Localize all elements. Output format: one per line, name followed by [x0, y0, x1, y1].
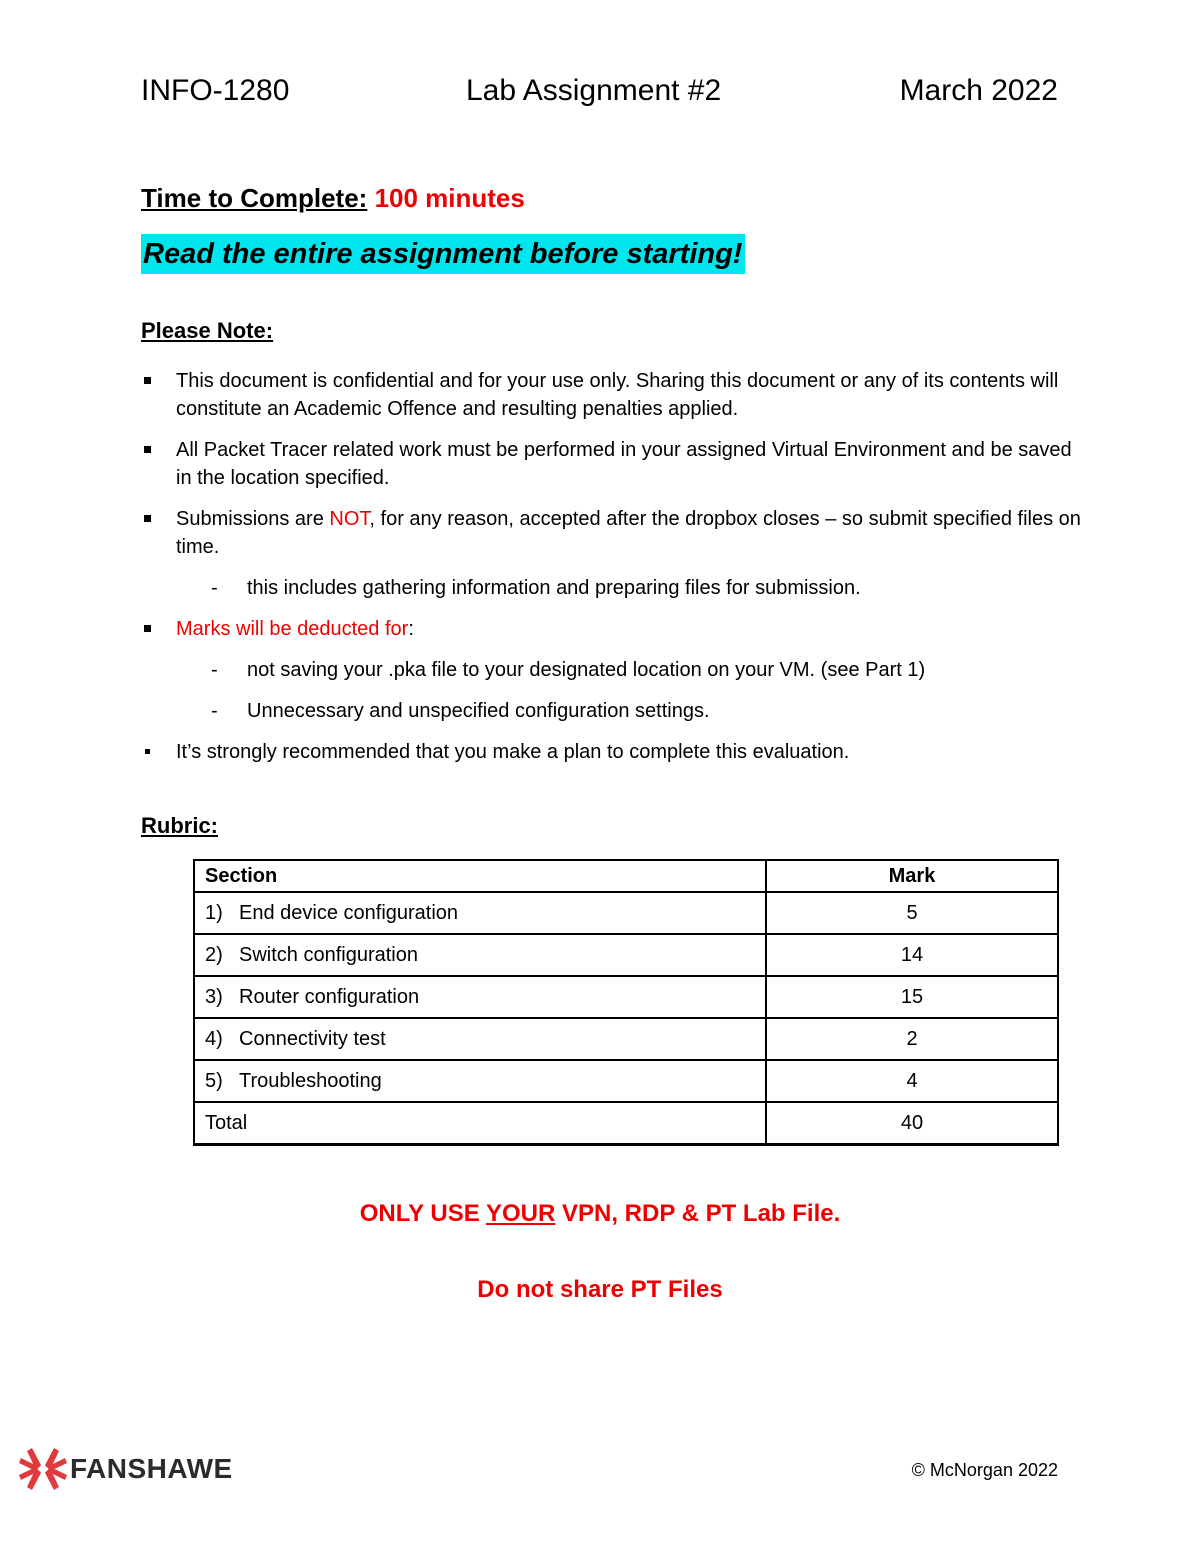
sub-list-item: [141, 656, 1081, 684]
note-text: , for any reason, accepted after the dropbox closes – so submit specified files on time.: [176, 508, 1081, 558]
vpn-warning: [0, 1200, 1200, 1228]
time-to-complete-label: Time to Complete:: [141, 183, 368, 213]
please-note-heading: Please Note:: [141, 318, 274, 343]
list-item: [141, 738, 1081, 766]
dash-marker: -: [211, 659, 218, 681]
note-highlight: NOT: [329, 508, 370, 530]
notes-list: [141, 367, 1081, 779]
section-number: 2): [205, 943, 223, 966]
table-header-row: [194, 860, 1058, 892]
list-item: [141, 367, 1081, 423]
section-cell: [194, 934, 766, 976]
section-name: Switch configuration: [239, 943, 418, 966]
square-bullet-icon: [144, 625, 151, 632]
list-item: [141, 615, 1081, 643]
section-number: 1): [205, 901, 223, 924]
section-number: 5): [205, 1069, 223, 1092]
note-text: This document is confidential and for your use only. Sharing this document or any of its contents will constitute an Academic Offence and resulting penalties applied.: [176, 370, 1059, 420]
column-header-mark: Mark: [766, 860, 1058, 892]
mark-cell: 4: [766, 1060, 1058, 1102]
section-name: Connectivity test: [239, 1027, 386, 1050]
square-bullet-icon: [144, 446, 151, 453]
section-number: 4): [205, 1027, 223, 1050]
sub-list-item: [141, 697, 1081, 725]
table-row: [194, 1018, 1058, 1060]
list-item: [141, 436, 1081, 492]
warning-text: VPN, RDP & PT Lab File.: [555, 1200, 841, 1227]
total-label-cell: Total: [194, 1102, 766, 1145]
note-text: not saving your .pka file to your designated location on your VM. (see Part 1): [247, 659, 926, 681]
section-cell: [194, 976, 766, 1018]
square-bullet-icon: [144, 377, 151, 384]
table-row: [194, 934, 1058, 976]
note-text: All Packet Tracer related work must be performed in your assigned Virtual Environment and be saved in the location specified.: [176, 439, 1072, 489]
section-cell: [194, 892, 766, 934]
course-code: INFO-1280: [141, 74, 290, 107]
share-warning: Do not share PT Files: [477, 1276, 723, 1303]
square-bullet-icon: [144, 515, 151, 522]
mark-cell: 15: [766, 976, 1058, 1018]
list-item: [141, 505, 1081, 561]
section-name: Router configuration: [239, 985, 420, 1008]
document-date: March 2022: [899, 74, 1058, 107]
dash-marker: -: [211, 577, 218, 599]
rubric-heading: Rubric:: [141, 813, 218, 838]
section-number: 3): [205, 985, 223, 1008]
table-total-row: [194, 1102, 1058, 1145]
note-highlight: Marks will be deducted for: [176, 618, 409, 640]
fanshawe-star-icon: [18, 1444, 68, 1494]
dash-marker: -: [211, 700, 218, 722]
note-text: Submissions are: [176, 508, 330, 530]
table-row: [194, 1060, 1058, 1102]
mark-cell: 5: [766, 892, 1058, 934]
warning-emphasis: YOUR: [485, 1200, 556, 1227]
rubric-table: [193, 859, 1059, 1146]
table-row: [194, 892, 1058, 934]
page-header: [141, 74, 1058, 114]
time-to-complete-value: 100 minutes: [374, 183, 525, 213]
table-row: [194, 976, 1058, 1018]
section-cell: [194, 1060, 766, 1102]
read-instruction-banner: Read the entire assignment before starting!: [141, 234, 745, 274]
section-cell: [194, 1018, 766, 1060]
total-mark-cell: 40: [766, 1102, 1058, 1145]
note-text: :: [408, 618, 414, 640]
time-to-complete: [141, 183, 525, 214]
section-name: Troubleshooting: [239, 1069, 382, 1092]
section-name: End device configuration: [239, 901, 459, 924]
document-title: Lab Assignment #2: [466, 74, 722, 107]
mark-cell: 2: [766, 1018, 1058, 1060]
warning-text: ONLY USE: [359, 1200, 486, 1227]
mark-cell: 14: [766, 934, 1058, 976]
logo-wordmark: FANSHAWE: [70, 1453, 233, 1484]
note-text: Unnecessary and unspecified configuration settings.: [247, 700, 710, 722]
sub-list-item: [141, 574, 1081, 602]
column-header-section: Section: [194, 860, 766, 892]
copyright-notice: © McNorgan 2022: [911, 1460, 1058, 1480]
fanshawe-logo: [18, 1444, 238, 1494]
note-text: It’s strongly recommended that you make a plan to complete this evaluation.: [176, 741, 850, 763]
note-text: this includes gathering information and preparing files for submission.: [247, 577, 861, 599]
square-bullet-icon: [145, 749, 150, 754]
